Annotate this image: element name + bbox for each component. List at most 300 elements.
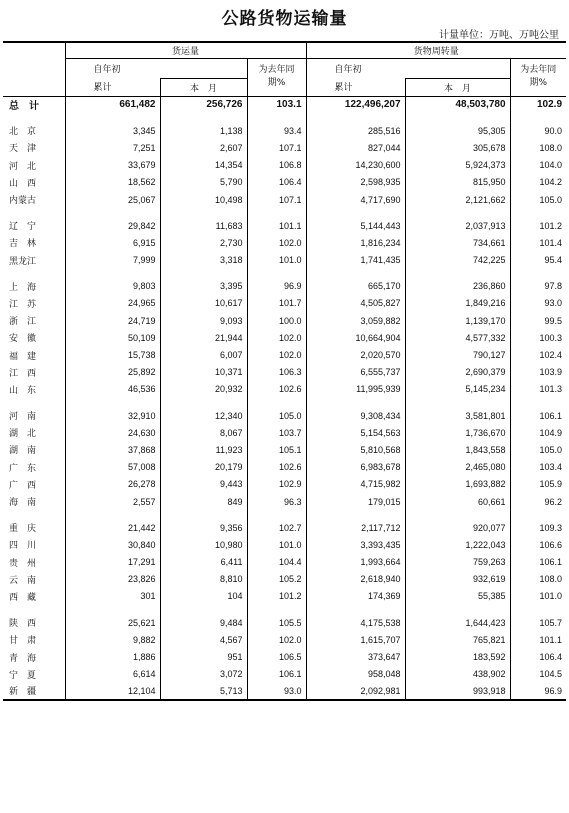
spacer-cell [306, 269, 405, 278]
unit-note: 计量单位：万吨、万吨公里 [439, 30, 559, 41]
spacer-cell [3, 510, 65, 519]
table-row [3, 683, 566, 700]
group-spacer [3, 208, 566, 217]
value-cell: 2,092,981 [306, 683, 405, 700]
value-cell: 6,555,737 [306, 364, 405, 381]
value-cell: 102.6 [247, 459, 306, 476]
table-row [3, 122, 566, 139]
value-cell: 1,693,882 [405, 476, 510, 493]
value-cell: 8,810 [160, 571, 247, 588]
value-cell: 106.5 [247, 648, 306, 665]
value-cell: 815,950 [405, 174, 510, 191]
value-cell: 174,369 [306, 588, 405, 605]
value-cell: 93.0 [510, 295, 566, 312]
spacer-cell [306, 510, 405, 519]
region-name: 青 海 [9, 653, 37, 664]
freight-cumulative-header: 累计 [65, 78, 160, 96]
spacer-cell [405, 398, 510, 407]
table-row [3, 217, 566, 234]
spacer-cell [160, 398, 247, 407]
value-cell: 21,442 [65, 519, 160, 536]
spacer-cell [3, 605, 65, 614]
region-name: 甘 肃 [9, 636, 37, 647]
table-row [3, 329, 566, 346]
value-cell: 24,965 [65, 295, 160, 312]
table-row [3, 346, 566, 363]
spacer-cell [160, 605, 247, 614]
value-cell: 932,619 [405, 571, 510, 588]
turnover-yoy-header [510, 58, 566, 96]
value-cell: 105.5 [247, 614, 306, 631]
spacer-cell [510, 605, 566, 614]
table-row [3, 381, 566, 398]
value-cell: 60,661 [405, 493, 510, 510]
value-cell: 103.7 [247, 424, 306, 441]
value-cell: 1,849,216 [405, 295, 510, 312]
value-cell: 6,983,678 [306, 459, 405, 476]
value-cell: 3,345 [65, 122, 160, 139]
table-row [3, 157, 566, 174]
region-name: 天 津 [9, 144, 37, 155]
value-cell: 7,251 [65, 139, 160, 156]
value-cell: 759,263 [405, 554, 510, 571]
value-cell: 23,826 [65, 571, 160, 588]
value-cell: 9,484 [160, 614, 247, 631]
value-cell: 106.1 [510, 554, 566, 571]
table-row [3, 278, 566, 295]
value-cell: 305,678 [405, 139, 510, 156]
value-cell: 20,932 [160, 381, 247, 398]
value-cell: 14,230,600 [306, 157, 405, 174]
value-cell: 99.5 [510, 312, 566, 329]
turnover-cumulative-header: 累计 [306, 78, 405, 96]
turnover-yoy-line1: 为去年同 [520, 65, 557, 75]
spacer-cell [160, 269, 247, 278]
value-cell: 2,690,379 [405, 364, 510, 381]
value-cell: 95,305 [405, 122, 510, 139]
value-cell: 101.0 [510, 588, 566, 605]
value-cell: 665,170 [306, 278, 405, 295]
group-spacer [3, 398, 566, 407]
value-cell: 93.0 [247, 683, 306, 700]
value-cell: 106.6 [510, 536, 566, 553]
value-cell: 1,816,234 [306, 234, 405, 251]
table-row [3, 571, 566, 588]
turnover-header: 货物周转量 [306, 42, 566, 58]
value-cell: 96.9 [247, 278, 306, 295]
turnover-month-header: 本 月 [405, 78, 510, 96]
table-row [3, 424, 566, 441]
turnover-yoy-line2: 期% [529, 78, 548, 88]
turnover-ytd-header: 自年初 [306, 58, 510, 78]
region-name: 重 庆 [9, 524, 37, 535]
value-cell: 849 [160, 493, 247, 510]
value-cell: 9,803 [65, 278, 160, 295]
value-cell: 17,291 [65, 554, 160, 571]
value-cell: 5,154,563 [306, 424, 405, 441]
value-cell: 5,144,443 [306, 217, 405, 234]
group-spacer [3, 510, 566, 519]
value-cell: 50,109 [65, 329, 160, 346]
table-row [3, 252, 566, 269]
value-cell: 96.3 [247, 493, 306, 510]
spacer-cell [405, 208, 510, 217]
value-cell: 10,664,904 [306, 329, 405, 346]
value-cell: 101.2 [247, 588, 306, 605]
table-row [3, 174, 566, 191]
value-cell: 104.5 [510, 666, 566, 683]
value-cell: 1,843,558 [405, 441, 510, 458]
value-cell: 104.0 [510, 157, 566, 174]
value-cell: 3,393,435 [306, 536, 405, 553]
region-name: 浙 江 [9, 317, 37, 328]
value-cell: 11,995,939 [306, 381, 405, 398]
value-cell: 4,717,690 [306, 191, 405, 208]
value-cell: 2,037,913 [405, 217, 510, 234]
value-cell: 10,498 [160, 191, 247, 208]
freight-yoy-line1: 为去年同 [258, 65, 295, 75]
spacer-cell [3, 113, 65, 122]
table-row [3, 631, 566, 648]
value-cell: 101.1 [510, 631, 566, 648]
value-cell: 5,713 [160, 683, 247, 700]
value-cell: 105.0 [510, 441, 566, 458]
value-cell: 1,741,435 [306, 252, 405, 269]
spacer-cell [247, 269, 306, 278]
value-cell: 108.0 [510, 139, 566, 156]
value-cell: 920,077 [405, 519, 510, 536]
value-cell: 661,482 [65, 96, 160, 113]
value-cell: 32,910 [65, 407, 160, 424]
value-cell: 103.9 [510, 364, 566, 381]
value-cell: 2,607 [160, 139, 247, 156]
value-cell: 122,496,207 [306, 96, 405, 113]
spacer-cell [405, 510, 510, 519]
value-cell: 104.9 [510, 424, 566, 441]
value-cell: 2,730 [160, 234, 247, 251]
value-cell: 101.0 [247, 252, 306, 269]
region-name: 河 南 [9, 412, 37, 423]
freight-volume-header: 货运量 [65, 42, 306, 58]
freight-table [3, 41, 566, 701]
value-cell: 21,944 [160, 329, 247, 346]
value-cell: 102.0 [247, 631, 306, 648]
region-name: 陕 西 [9, 619, 37, 630]
spacer-cell [3, 208, 65, 217]
value-cell: 46,536 [65, 381, 160, 398]
spacer-cell [65, 269, 160, 278]
value-cell: 96.2 [510, 493, 566, 510]
total-row [3, 96, 566, 113]
value-cell: 951 [160, 648, 247, 665]
value-cell: 104.2 [510, 174, 566, 191]
value-cell: 1,736,670 [405, 424, 510, 441]
value-cell: 104.4 [247, 554, 306, 571]
value-cell: 105.2 [247, 571, 306, 588]
group-spacer [3, 605, 566, 614]
value-cell: 9,443 [160, 476, 247, 493]
value-cell: 24,719 [65, 312, 160, 329]
value-cell: 9,882 [65, 631, 160, 648]
table-row [3, 614, 566, 631]
value-cell: 106.8 [247, 157, 306, 174]
region-name: 黑龙江 [9, 256, 37, 267]
value-cell: 105.7 [510, 614, 566, 631]
value-cell: 109.3 [510, 519, 566, 536]
spacer-cell [247, 605, 306, 614]
table-row [3, 191, 566, 208]
value-cell: 103.4 [510, 459, 566, 476]
value-cell: 101.3 [510, 381, 566, 398]
value-cell: 102.9 [510, 96, 566, 113]
value-cell: 236,860 [405, 278, 510, 295]
value-cell: 37,868 [65, 441, 160, 458]
value-cell: 5,790 [160, 174, 247, 191]
spacer-cell [65, 113, 160, 122]
value-cell: 48,503,780 [405, 96, 510, 113]
value-cell: 24,630 [65, 424, 160, 441]
spacer-cell [65, 510, 160, 519]
region-name: 西 藏 [9, 592, 37, 603]
value-cell: 4,505,827 [306, 295, 405, 312]
table-row [3, 648, 566, 665]
value-cell: 106.4 [510, 648, 566, 665]
table-row [3, 493, 566, 510]
value-cell: 790,127 [405, 346, 510, 363]
value-cell: 14,354 [160, 157, 247, 174]
region-name: 山 西 [9, 178, 37, 189]
value-cell: 1,138 [160, 122, 247, 139]
region-name: 广 东 [9, 463, 37, 474]
spacer-cell [160, 510, 247, 519]
value-cell: 101.7 [247, 295, 306, 312]
value-cell: 2,557 [65, 493, 160, 510]
value-cell: 29,842 [65, 217, 160, 234]
region-header [3, 42, 65, 96]
value-cell: 6,915 [65, 234, 160, 251]
value-cell: 33,679 [65, 157, 160, 174]
spacer-cell [160, 113, 247, 122]
region-name: 上 海 [9, 282, 37, 293]
value-cell: 301 [65, 588, 160, 605]
spacer-cell [405, 269, 510, 278]
value-cell: 102.0 [247, 329, 306, 346]
value-cell: 2,117,712 [306, 519, 405, 536]
region-name: 江 苏 [9, 299, 37, 310]
table-row [3, 519, 566, 536]
value-cell: 105.9 [510, 476, 566, 493]
value-cell: 179,015 [306, 493, 405, 510]
value-cell: 9,356 [160, 519, 247, 536]
value-cell: 25,067 [65, 191, 160, 208]
value-cell: 4,175,538 [306, 614, 405, 631]
value-cell: 107.1 [247, 139, 306, 156]
value-cell: 30,840 [65, 536, 160, 553]
value-cell: 183,592 [405, 648, 510, 665]
value-cell: 100.3 [510, 329, 566, 346]
spacer-cell [247, 113, 306, 122]
value-cell: 5,810,568 [306, 441, 405, 458]
region-name: 北 京 [9, 127, 37, 138]
spacer-cell [510, 510, 566, 519]
value-cell: 11,923 [160, 441, 247, 458]
page-title: 公路货物运输量 [221, 9, 348, 29]
value-cell: 742,225 [405, 252, 510, 269]
value-cell: 2,465,080 [405, 459, 510, 476]
value-cell: 256,726 [160, 96, 247, 113]
value-cell: 15,738 [65, 346, 160, 363]
value-cell: 106.4 [247, 174, 306, 191]
value-cell: 102.0 [247, 234, 306, 251]
value-cell: 8,067 [160, 424, 247, 441]
value-cell: 26,278 [65, 476, 160, 493]
table-row [3, 441, 566, 458]
value-cell: 102.4 [510, 346, 566, 363]
value-cell: 20,179 [160, 459, 247, 476]
value-cell: 25,621 [65, 614, 160, 631]
value-cell: 11,683 [160, 217, 247, 234]
value-cell: 3,395 [160, 278, 247, 295]
value-cell: 96.9 [510, 683, 566, 700]
value-cell: 2,598,935 [306, 174, 405, 191]
value-cell: 7,999 [65, 252, 160, 269]
table-row [3, 139, 566, 156]
value-cell: 106.3 [247, 364, 306, 381]
value-cell: 93.4 [247, 122, 306, 139]
value-cell: 102.0 [247, 346, 306, 363]
region-name: 云 南 [9, 575, 37, 586]
value-cell: 3,318 [160, 252, 247, 269]
region-name: 吉 林 [9, 239, 37, 250]
value-cell: 105.0 [247, 407, 306, 424]
table-row [3, 295, 566, 312]
value-cell: 1,222,043 [405, 536, 510, 553]
table-header [3, 42, 566, 96]
value-cell: 102.7 [247, 519, 306, 536]
value-cell: 25,892 [65, 364, 160, 381]
freight-yoy-header [247, 58, 306, 96]
value-cell: 1,139,170 [405, 312, 510, 329]
region-name: 总 计 [3, 96, 65, 113]
value-cell: 3,059,882 [306, 312, 405, 329]
value-cell: 438,902 [405, 666, 510, 683]
value-cell: 101.4 [510, 234, 566, 251]
value-cell: 57,008 [65, 459, 160, 476]
value-cell: 373,647 [306, 648, 405, 665]
region-name: 广 西 [9, 480, 37, 491]
spacer-cell [65, 398, 160, 407]
value-cell: 106.1 [510, 407, 566, 424]
value-cell: 106.1 [247, 666, 306, 683]
value-cell: 993,918 [405, 683, 510, 700]
table-body [3, 96, 566, 700]
region-name: 内蒙古 [9, 196, 37, 207]
region-name: 四 川 [9, 541, 37, 552]
value-cell: 100.0 [247, 312, 306, 329]
value-cell: 5,924,373 [405, 157, 510, 174]
spacer-cell [405, 113, 510, 122]
value-cell: 55,385 [405, 588, 510, 605]
value-cell: 101.2 [510, 217, 566, 234]
value-cell: 827,044 [306, 139, 405, 156]
value-cell: 104 [160, 588, 247, 605]
value-cell: 2,020,570 [306, 346, 405, 363]
value-cell: 6,411 [160, 554, 247, 571]
spacer-cell [247, 208, 306, 217]
value-cell: 108.0 [510, 571, 566, 588]
spacer-cell [3, 269, 65, 278]
table-row [3, 234, 566, 251]
value-cell: 734,661 [405, 234, 510, 251]
value-cell: 9,308,434 [306, 407, 405, 424]
spacer-cell [306, 113, 405, 122]
table-row [3, 536, 566, 553]
spacer-cell [510, 269, 566, 278]
value-cell: 95.4 [510, 252, 566, 269]
spacer-cell [160, 208, 247, 217]
value-cell: 6,614 [65, 666, 160, 683]
spacer-cell [510, 113, 566, 122]
region-name: 湖 南 [9, 446, 37, 457]
value-cell: 12,340 [160, 407, 247, 424]
value-cell: 4,567 [160, 631, 247, 648]
value-cell: 18,562 [65, 174, 160, 191]
spacer-cell [306, 208, 405, 217]
value-cell: 105.1 [247, 441, 306, 458]
value-cell: 2,618,940 [306, 571, 405, 588]
table-row [3, 476, 566, 493]
region-name: 江 西 [9, 368, 37, 379]
table-row [3, 312, 566, 329]
spacer-cell [3, 398, 65, 407]
table-row [3, 364, 566, 381]
spacer-cell [247, 510, 306, 519]
region-name: 贵 州 [9, 558, 37, 569]
value-cell: 2,121,662 [405, 191, 510, 208]
value-cell: 4,577,332 [405, 329, 510, 346]
table-row [3, 588, 566, 605]
value-cell: 1,886 [65, 648, 160, 665]
value-cell: 105.0 [510, 191, 566, 208]
spacer-cell [306, 605, 405, 614]
value-cell: 10,617 [160, 295, 247, 312]
region-name: 湖 北 [9, 429, 37, 440]
group-spacer [3, 113, 566, 122]
value-cell: 10,371 [160, 364, 247, 381]
value-cell: 12,104 [65, 683, 160, 700]
region-name: 宁 夏 [9, 670, 37, 681]
value-cell: 6,007 [160, 346, 247, 363]
value-cell: 102.6 [247, 381, 306, 398]
table-row [3, 666, 566, 683]
value-cell: 9,093 [160, 312, 247, 329]
region-name: 海 南 [9, 498, 37, 509]
spacer-cell [65, 208, 160, 217]
freight-yoy-line2: 期% [267, 78, 286, 88]
value-cell: 1,615,707 [306, 631, 405, 648]
spacer-cell [510, 398, 566, 407]
freight-ytd-header: 自年初 [65, 58, 247, 78]
value-cell: 90.0 [510, 122, 566, 139]
value-cell: 5,145,234 [405, 381, 510, 398]
value-cell: 1,993,664 [306, 554, 405, 571]
value-cell: 285,516 [306, 122, 405, 139]
value-cell: 97.8 [510, 278, 566, 295]
region-name: 福 建 [9, 351, 37, 362]
spacer-cell [65, 605, 160, 614]
value-cell: 765,821 [405, 631, 510, 648]
region-name: 山 东 [9, 385, 37, 396]
